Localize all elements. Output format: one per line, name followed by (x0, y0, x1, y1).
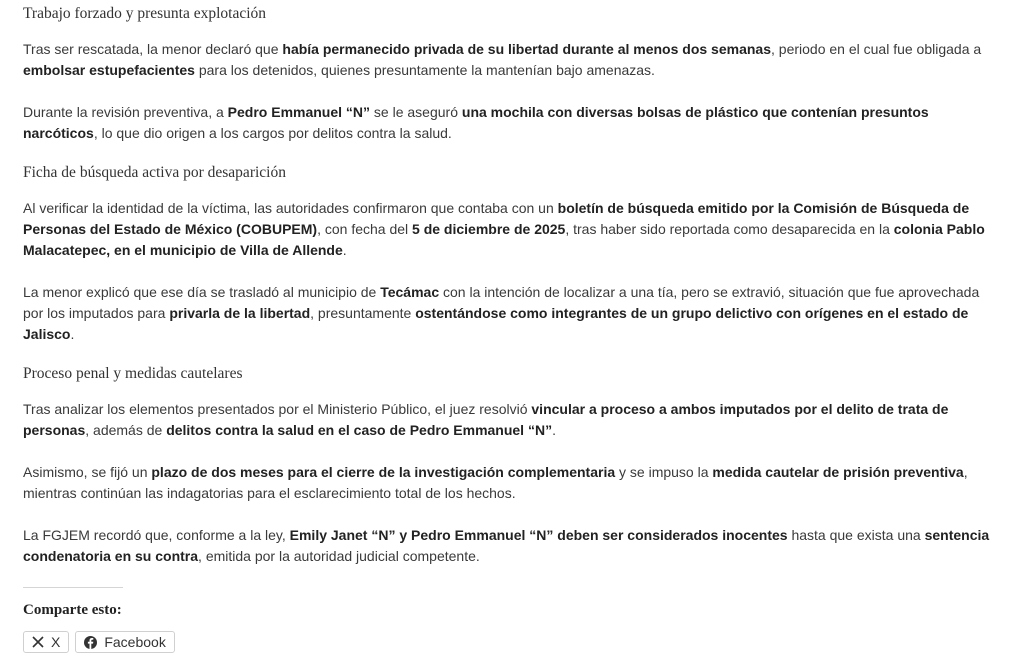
bold-text: medida cautelar de prisión preventiva (712, 464, 964, 480)
paragraph (23, 39, 998, 81)
text-run: . (342, 242, 347, 258)
share-x-button[interactable] (23, 631, 69, 653)
bold-text: una mochila con diversas bolsas de plástico que contenían presuntos narcóticos (23, 104, 929, 141)
text-run: , presuntamente (310, 305, 416, 321)
text-run: Durante la revisión preventiva, a (23, 104, 228, 120)
section-heading-trabajo: Trabajo forzado y presunta explotación (23, 5, 267, 22)
bold-text: boletín de búsqueda emitido por la Comisión de Búsqueda de Personas del Estado de México (COBUPEM) (23, 200, 970, 237)
text-run: . (552, 422, 556, 438)
text-run: , con fecha del (317, 221, 413, 237)
text-run: hasta que exista una (787, 527, 925, 543)
bold-text: Tecámac (380, 284, 440, 300)
bold-text: Pedro Emmanuel “N” (227, 104, 371, 120)
text-run: , tras haber sido reportada como desaparecida en la (565, 221, 894, 237)
text-run: , además de (85, 422, 167, 438)
share-divider (23, 587, 123, 588)
paragraph (23, 525, 998, 567)
text-run: Al verificar la identidad de la víctima, las autoridades confirmaron que contaba con un (23, 200, 558, 216)
bold-text: delitos contra la salud en el caso de Pedro Emmanuel “N” (166, 422, 553, 438)
text-run: La menor explicó que ese día se trasladó al municipio de (23, 284, 381, 300)
paragraph (23, 198, 998, 261)
paragraph (23, 399, 998, 441)
bold-text: embolsar estupefacientes (23, 62, 195, 78)
paragraph (23, 102, 998, 144)
bold-text: privarla de la libertad (169, 305, 311, 321)
text-run: Tras ser rescatada, la menor declaró que (23, 41, 283, 57)
share-x-label: X (51, 634, 61, 650)
bold-text: sentencia condenatoria en su contra (23, 527, 990, 564)
text-run: para los detenidos, quienes presuntamente la mantenían bajo amenazas. (194, 62, 655, 78)
share-title: Comparte esto: (23, 602, 122, 618)
bold-text: vincular a proceso a ambos imputados por el delito de trata de personas (23, 401, 949, 438)
text-run: con la intención de localizar a una tía, pero se extravió, situación que fue aprovechada por los imputados para (23, 284, 980, 321)
paragraph (23, 462, 998, 504)
section-heading-ficha: Ficha de búsqueda activa por desaparición (23, 164, 286, 181)
bold-text: colonia Pablo Malacatepec, en el municipio de Villa de Allende (23, 221, 985, 258)
text-run: , mientras continúan las indagatorias para el esclarecimiento total de los hechos. (23, 464, 968, 501)
share-buttons (23, 631, 998, 653)
article-body (23, 0, 998, 653)
x-logo-icon (32, 636, 44, 648)
facebook-logo-icon (84, 636, 97, 649)
text-run: . (70, 326, 75, 342)
text-run: , periodo en el cual fue obligada a (771, 41, 982, 57)
text-run: La FGJEM recordó que, conforme a la ley, (23, 527, 290, 543)
section-heading-proceso: Proceso penal y medidas cautelares (23, 365, 243, 382)
share-facebook-button[interactable] (75, 631, 174, 653)
text-run: se le aseguró (370, 104, 462, 120)
text-run: Asimismo, se fijó un (23, 464, 152, 480)
bold-text: había permanecido privada de su libertad durante al menos dos semanas (282, 41, 771, 57)
text-run: , lo que dio origen a los cargos por delitos contra la salud. (93, 125, 452, 141)
text-run: Tras analizar los elementos presentados por el Ministerio Público, el juez resolvió (23, 401, 532, 417)
bold-text: ostentándose como integrantes de un grupo delictivo con orígenes en el estado de Jalisco (23, 305, 969, 342)
paragraph (23, 282, 998, 345)
share-facebook-label: Facebook (104, 634, 166, 650)
bold-text: Emily Janet “N” y Pedro Emmanuel “N” deben ser considerados inocentes (289, 527, 788, 543)
bold-text: 5 de diciembre de 2025 (412, 221, 566, 237)
bold-text: plazo de dos meses para el cierre de la investigación complementaria (151, 464, 616, 480)
text-run: y se impuso la (615, 464, 713, 480)
text-run: , emitida por la autoridad judicial competente. (198, 548, 480, 564)
